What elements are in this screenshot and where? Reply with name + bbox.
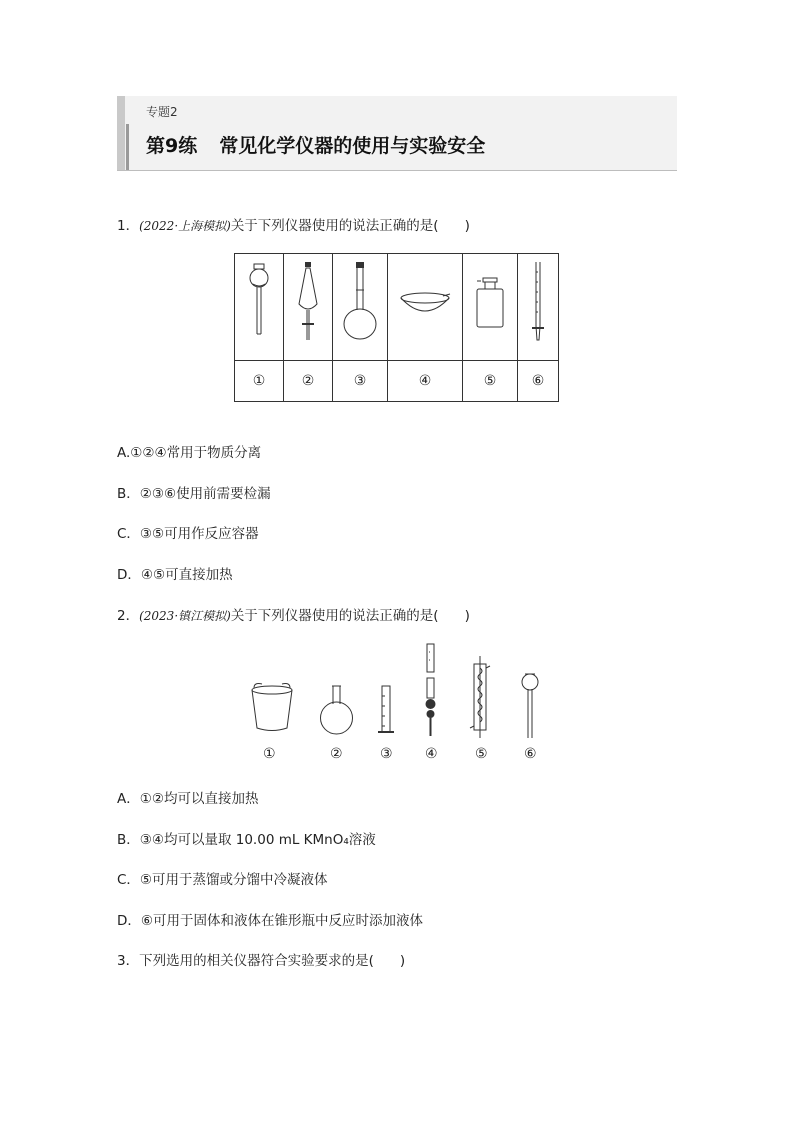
q1-option-d: D．④⑤可直接加热 [117,567,233,583]
crucible-icon [252,684,292,731]
volumetric-flask-icon [337,260,383,350]
q2-label-1: ① [263,746,276,762]
page-title [146,131,485,158]
reagent-bottle-icon [467,260,513,350]
q1-option-b: B．②③⑥使用前需要检漏 [117,486,271,502]
topic-label: 专题2 [146,105,178,119]
q2-label-5: ⑤ [475,746,488,762]
q1-cell-6 [518,254,559,361]
lesson-title: 常见化学仪器的使用与实验安全 [219,135,486,157]
q2-option-a: A．①②均可以直接加热 [117,791,259,807]
lesson-number: 第9练 [146,135,198,157]
q1-cell-1 [235,254,284,361]
spherical-funnel-icon [522,674,538,738]
header-accent-bar-inner [126,124,129,170]
q1-apparatus-table [234,253,559,402]
q2-label-2: ② [330,746,343,762]
q2-apparatus-drawing [240,638,560,743]
spherical-funnel-icon [239,260,279,350]
q2-stem: 2．(2023·镇江模拟)关于下列仪器使用的说法正确的是( ) [117,608,470,624]
round-bottom-flask-icon [321,686,353,734]
q1-stem: 1．(2022·上海模拟)关于下列仪器使用的说法正确的是( ) [117,218,470,234]
q1-cell-2 [284,254,333,361]
q2-label-6: ⑥ [524,746,537,762]
q1-cell-5 [463,254,518,361]
q2-option-c: C．⑤可用于蒸馏或分馏中冷凝液体 [117,872,328,888]
q2-label-4: ④ [425,746,438,762]
q1-cell-4 [388,254,463,361]
q1-label-1: ① [235,361,284,402]
q1-label-2: ② [284,361,333,402]
q2-option-d: D．⑥可用于固体和液体在锥形瓶中反应时添加液体 [117,913,423,929]
separatory-funnel-icon [288,260,328,350]
graduated-cylinder-icon [378,686,394,732]
q1-label-6: ⑥ [518,361,559,402]
burette-icon [426,644,436,736]
condenser-icon [470,656,490,738]
q1-option-a: A.①②④常用于物质分离 [117,445,262,461]
q2-option-b: B．③④均可以量取 10.00 mL KMnO₄溶液 [117,832,376,848]
burette-icon [522,260,554,350]
q1-option-c: C．③⑤可用作反应容器 [117,526,259,542]
q1-label-5: ⑤ [463,361,518,402]
q1-label-4: ④ [388,361,463,402]
q2-apparatus-figure [240,638,560,768]
q3-stem: 3．下列选用的相关仪器符合实验要求的是( ) [117,953,406,969]
q2-label-3: ③ [380,746,393,762]
evaporating-dish-icon [392,260,458,350]
q1-cell-3 [333,254,388,361]
q1-label-3: ③ [333,361,388,402]
header-accent-bar [117,96,125,170]
